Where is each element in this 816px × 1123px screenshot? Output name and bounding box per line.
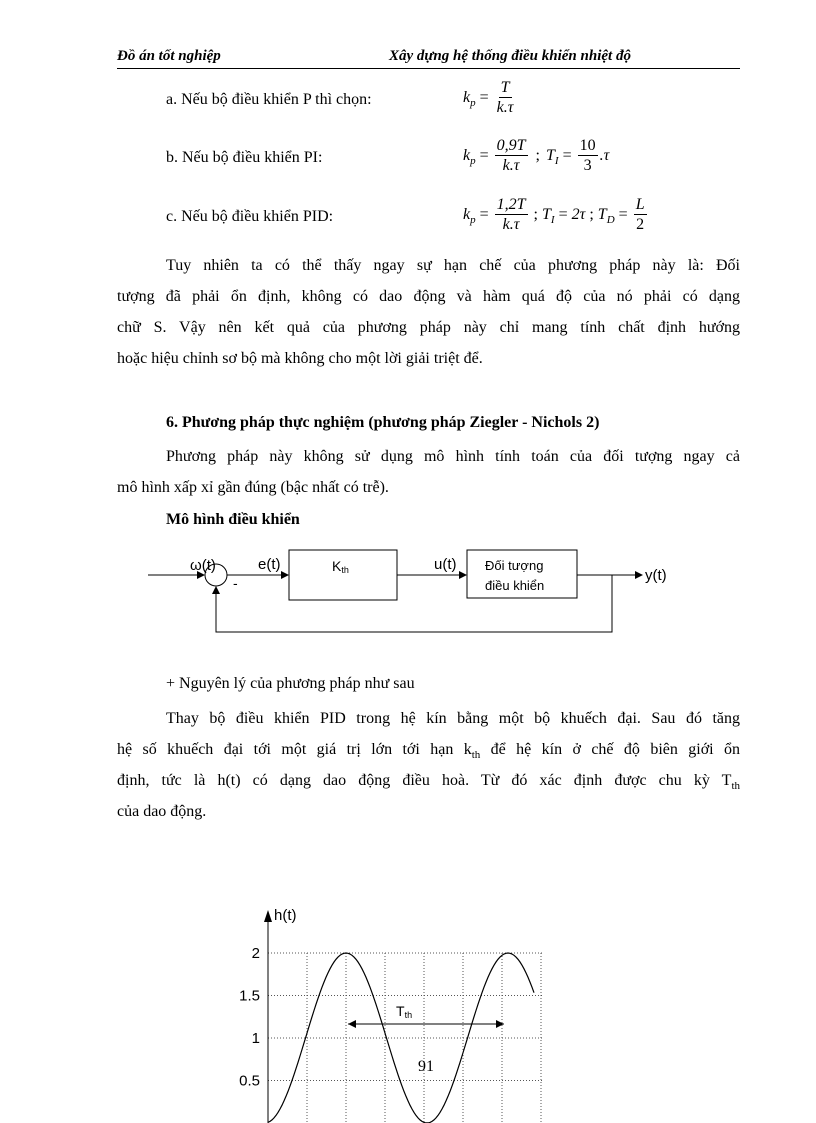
y-axis-label: h(t) (274, 907, 297, 924)
y-tick-label: 2 (251, 945, 260, 962)
paragraph-line-text: Phương pháp này không sử dụng mô hình tính toán của đối tượng ngay cả (166, 448, 740, 465)
oscillation-chart (230, 900, 550, 1123)
header-left: Đồ án tốt nghiệp (117, 48, 221, 64)
principle-title: + Nguyên lý của phương pháp như sau (166, 675, 415, 692)
paragraph-line: hoặc hiệu chỉnh sơ bộ mà không cho một lời giải triệt để. (117, 350, 483, 367)
kth-sub: th (471, 749, 481, 762)
period-label-t: T (396, 1003, 405, 1019)
control-label: u(t) (434, 556, 457, 573)
formula-b-fraction (495, 136, 528, 175)
formula-c-two: 2 (636, 216, 645, 233)
y-tick-label: 1 (251, 1030, 260, 1047)
section-heading: 6. Phương pháp thực nghiệm (phương pháp Ziegler - Nichols 2) (166, 414, 600, 431)
formula-a (463, 78, 517, 117)
tth-sub: th (731, 780, 740, 793)
y-tick-label: 0.5 (239, 1072, 260, 1090)
formula-c-sep1: ; (533, 205, 538, 223)
formula-b-p-sub: p (470, 154, 476, 167)
y-tick-label: 1.5 (239, 987, 260, 1005)
formula-c-sep2: ; (589, 205, 594, 223)
control-block-diagram (140, 540, 680, 640)
paragraph-line: của dao động. (117, 803, 207, 820)
formula-b-i-sub: I (554, 154, 559, 167)
formula-c-fraction (495, 195, 528, 234)
formula-c-d-sub: D (606, 213, 615, 226)
paragraph-line: mô hình xấp xỉ gần đúng (bậc nhất có trễ). (117, 479, 389, 496)
formula-b-ti-fraction (578, 136, 598, 175)
formula-b-tau: .τ (599, 146, 610, 164)
formula-b-k: k (463, 146, 471, 164)
y-tick-labels (239, 945, 260, 1090)
paragraph-line (117, 250, 740, 281)
formula-c-td: T (597, 205, 607, 223)
controller-k: K (332, 558, 342, 574)
period-label (396, 1003, 412, 1020)
formula-c-L: L (635, 196, 645, 213)
output-label: y(t) (645, 567, 667, 584)
formula-a-p-sub: p (470, 96, 476, 109)
formula-a-fraction (495, 78, 516, 117)
formula-b-eq2: = (562, 146, 572, 164)
y-axis-arrow (264, 910, 272, 922)
header-right: Xây dựng hệ thống điều khiển nhiệt độ (389, 48, 631, 64)
formula-b-num: 0,9T (496, 137, 526, 154)
condition-a: a. Nếu bộ điều khiển P thì chọn: (166, 91, 372, 108)
paragraph-line-text: Thay bộ điều khiển PID trong hệ kín bằng một bộ khuếch đại. Sau đó tăng (166, 710, 740, 727)
controller-sub: th (341, 565, 349, 575)
controller-block (289, 550, 397, 600)
paragraph-line (117, 441, 740, 472)
principle-paragraph (117, 703, 740, 827)
model-subheading: Mô hình điều khiển (166, 511, 300, 528)
paragraph-line-text: Tuy nhiên ta có thể thấy ngay sự hạn chế của phương pháp này là: Đối (166, 257, 740, 274)
formula-c-eq3: = (618, 205, 628, 223)
formula-a-k: k (463, 88, 471, 106)
formula-c-ti: T (542, 205, 551, 223)
page-number: 91 (418, 1058, 434, 1075)
formula-b (463, 136, 609, 175)
formula-c-eq: = (479, 205, 489, 223)
paragraph-line (117, 734, 740, 765)
formula-c-num: 1,2T (496, 196, 526, 213)
formula-b-ten: 10 (579, 137, 596, 154)
paragraph-limitation (117, 250, 740, 374)
paragraph-line-text: định, tức là h(t) có dạng dao động điều hoà. Từ đó xác định được chu kỳ T (117, 772, 732, 789)
paragraph-line: chữ S. Vậy nên kết quả của phương pháp này chỉ mang tính chất định hướng (117, 319, 740, 336)
section-paragraph (117, 441, 740, 503)
chart-grid (268, 953, 542, 1123)
condition-c: c. Nếu bộ điều khiển PID: (166, 208, 334, 225)
condition-b: b. Nếu bộ điều khiển PI: (166, 149, 323, 166)
paragraph-line: tượng đã phải ổn định, không có dao động và hàm quá độ của nó phải có dạng (117, 288, 740, 305)
plant-label-line2: điều khiển (485, 578, 545, 593)
paragraph-line-text: hệ số khuếch đại tới một giá trị lớn tới hạn k (117, 741, 472, 758)
formula-b-t: T (546, 146, 555, 164)
page-header (117, 48, 740, 69)
formula-c-k: k (463, 205, 471, 223)
formula-c-den: k.τ (502, 216, 520, 233)
formula-c (463, 195, 649, 234)
formula-c-2tau: 2τ (571, 205, 586, 223)
formula-b-den: k.τ (502, 157, 520, 174)
formula-c-eq2: = (558, 205, 568, 223)
period-arrow-left (348, 1020, 356, 1028)
formula-a-den: k.τ (496, 99, 514, 116)
input-label: ω(t) (190, 557, 216, 574)
formula-c-p-sub: p (470, 213, 476, 226)
formula-b-three: 3 (583, 157, 592, 174)
formula-b-eq: = (479, 146, 489, 164)
formula-a-eq: = (479, 88, 489, 106)
period-arrow-right (496, 1020, 504, 1028)
formula-c-i-sub: I (550, 213, 555, 226)
plant-label-line1: Đối tượng (485, 558, 544, 573)
minus-sign: - (233, 575, 238, 591)
error-label: e(t) (258, 556, 281, 573)
formula-b-sep: ; (535, 146, 540, 164)
paragraph-line (117, 765, 740, 796)
period-label-sub: th (404, 1010, 413, 1020)
formula-a-num: T (500, 79, 510, 96)
paragraph-line-text: để hệ kín ở chế độ biên giới ổn (490, 741, 740, 758)
formula-c-td-fraction (634, 195, 647, 234)
paragraph-line (117, 703, 740, 734)
